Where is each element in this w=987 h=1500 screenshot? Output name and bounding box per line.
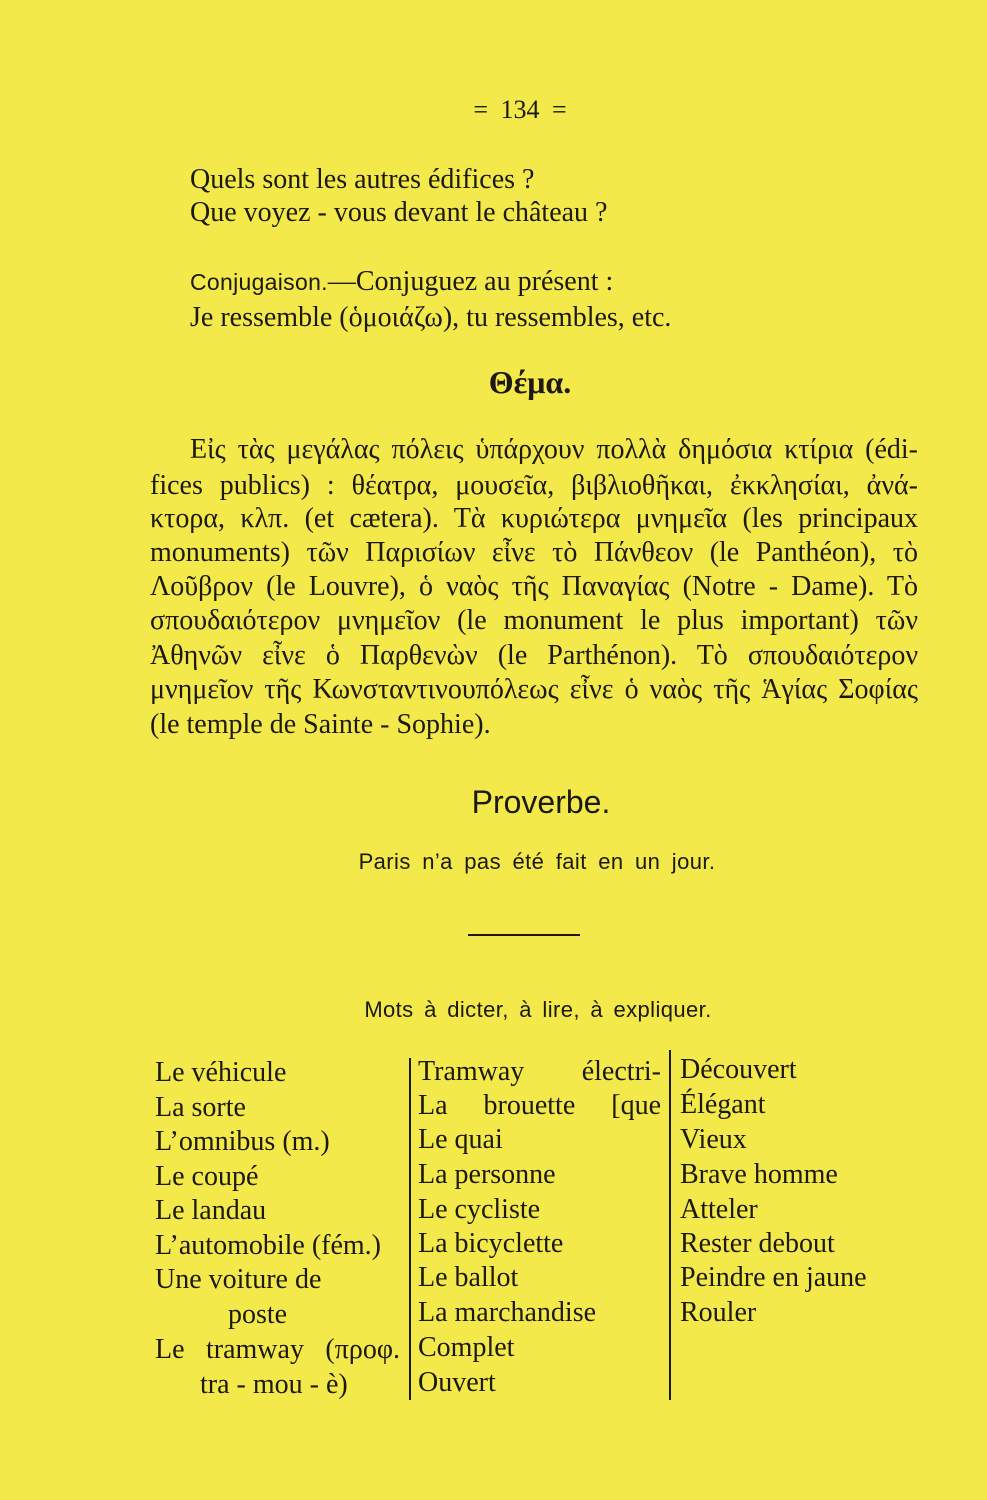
theme-line: σπουδαιότερον μνημεῖον (le monument le plus important) τῶν bbox=[150, 605, 918, 636]
vocabulary-item: Le tramway (προφ. bbox=[155, 1334, 400, 1365]
question-line: Quels sont les autres édifices ? bbox=[190, 164, 535, 195]
theme-line: Λοῦβρον (le Louvre), ὁ ναὸς τῆς Παναγίας (Notre - Dame). Τὸ bbox=[150, 571, 918, 602]
vocabulary-item: Le cycliste bbox=[418, 1194, 541, 1225]
vocabulary-title: Mots à dicter, à lire, à expliquer. bbox=[364, 997, 712, 1022]
vocabulary-item: Vieux bbox=[680, 1124, 747, 1155]
page-number: = 134 = bbox=[473, 95, 567, 124]
vocabulary-item-continuation: poste bbox=[228, 1299, 288, 1330]
vocabulary-item: Découvert bbox=[680, 1054, 797, 1085]
vocabulary-item: Le ballot bbox=[418, 1262, 519, 1293]
vocabulary-item: Brave homme bbox=[680, 1159, 838, 1190]
vocabulary-item: Tramway électri- bbox=[418, 1056, 661, 1087]
conjugaison-instruction: —Conjuguez au présent : bbox=[327, 266, 614, 297]
vocabulary-item: Une voiture de bbox=[155, 1264, 322, 1295]
vocabulary-item: La brouette [que bbox=[418, 1090, 661, 1121]
vocabulary-item-continuation: tra - mou - è) bbox=[200, 1369, 348, 1400]
vocabulary-item: L’omnibus (m.) bbox=[155, 1126, 330, 1157]
vocabulary-item: Ouvert bbox=[418, 1367, 496, 1398]
theme-line: μνημεῖον τῆς Κωνσταντινουπόλεως εἶνε ὁ ναὸς τῆς Ἁγίας Σοφίας bbox=[150, 674, 918, 705]
theme-line: Ἀθηνῶν εἶνε ὁ Παρθενὼν (le Parthénon). Τὸ σπουδαιότερον bbox=[150, 640, 918, 671]
vocabulary-item: La marchandise bbox=[418, 1297, 597, 1328]
vocabulary-item: La sorte bbox=[155, 1092, 246, 1123]
vocabulary-item: Le véhicule bbox=[155, 1057, 287, 1088]
theme-line: (le temple de Sainte - Sophie). bbox=[150, 709, 491, 740]
question-line: Que voyez - vous devant le château ? bbox=[190, 197, 608, 228]
vocabulary-item: Atteler bbox=[680, 1194, 758, 1225]
vocabulary-item: Rester debout bbox=[680, 1228, 835, 1259]
vocabulary-item: Complet bbox=[418, 1332, 515, 1363]
vocabulary-item: Rouler bbox=[680, 1297, 757, 1328]
theme-title: Θέμα. bbox=[488, 364, 572, 400]
theme-line: Εἰς τὰς μεγάλας πόλεις ὑπάρχουν πολλὰ δημόσια κτίρια (édi- bbox=[190, 434, 918, 465]
proverbe-text: Paris n’a pas été fait en un jour. bbox=[358, 849, 716, 874]
vocabulary-item: La bicyclette bbox=[418, 1228, 564, 1259]
theme-line: monuments) τῶν Παρισίων εἶνε τὸ Πάνθεον (le Panthéon), τὸ bbox=[150, 537, 918, 568]
vocabulary-item: La personne bbox=[418, 1159, 556, 1190]
proverbe-title: Proverbe. bbox=[471, 784, 611, 820]
vocabulary-item: Peindre en jaune bbox=[680, 1262, 867, 1293]
vocabulary-item: L’automobile (fém.) bbox=[155, 1230, 382, 1261]
conjugaison-example: Je ressemble (ὁμοιάζω), tu ressembles, etc. bbox=[190, 302, 672, 333]
vocabulary-item: Le coupé bbox=[155, 1161, 259, 1192]
vocabulary-item: Le landau bbox=[155, 1195, 267, 1226]
vocabulary-item: Le quai bbox=[418, 1124, 503, 1155]
theme-line: κτορα, κλπ. (et cætera). Τὰ κυριώτερα μνημεῖα (les principaux bbox=[150, 503, 918, 534]
conjugaison-label: Conjugaison. bbox=[190, 269, 328, 295]
theme-line: fices publics) : θέατρα, μουσεῖα, βιβλιοθῆκαι, ἐκκλησίαι, ἀνά- bbox=[150, 470, 918, 501]
vocabulary-item: Élégant bbox=[680, 1089, 766, 1120]
